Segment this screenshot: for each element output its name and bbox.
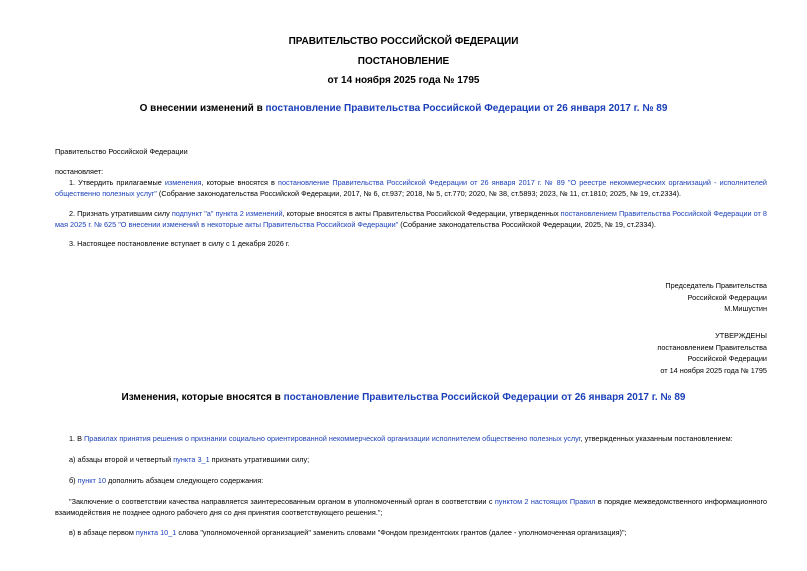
title-prefix: О внесении изменений в [139, 103, 266, 114]
item-2 [55, 208, 767, 230]
changes-title-link[interactable]: постановление Правительства Российской Федерации от 26 января 2017 г. № 89 [283, 392, 686, 403]
approval-block [657, 330, 767, 376]
item-2-link-decree[interactable]: постановлением Правительства Российской Федерации от 8 мая 2025 г. № 625 "О внесении изменений в некоторые акты Правительства Российской Федерации" [55, 209, 767, 229]
item-2-text-b: , которые вносятся в акты Правительства Российской Федерации, утвержденных [282, 209, 561, 218]
government-heading: ПРАВИТЕЛЬСТВО РОССИЙСКОЙ ФЕДЕРАЦИИ [288, 36, 519, 47]
doc-type-heading: ПОСТАНОВЛЕНИЕ [357, 56, 450, 67]
change-1-text-b: , утвержденных указанным постановлением: [580, 434, 733, 443]
item-2-text-a: 2. Признать утратившим силу [69, 209, 172, 218]
changes-title [0, 392, 807, 403]
item-2-link-subclause[interactable]: подпункт "а" пункта 2 изменений [171, 209, 283, 218]
change-b [55, 475, 767, 486]
change-1 [55, 433, 767, 444]
change-a [55, 454, 767, 465]
change-1-link-rules[interactable]: Правилах принятия решения о признании социально ориентированной некоммерческой организации исполнителем общественно полезных услуг [84, 434, 581, 443]
item-3: 3. Настоящее постановление вступает в силу с 1 декабря 2026 г. [69, 239, 290, 248]
change-v-text-b: слова "уполномоченной организацией" заменить словами "Фондом президентских грантов (далее - уполномоченная организация)"; [176, 528, 627, 537]
signature-block [665, 280, 767, 315]
document-title [0, 103, 807, 114]
change-a-link[interactable]: пункта 3_1 [173, 455, 210, 464]
title-link[interactable]: постановление Правительства Российской Федерации от 26 января 2017 г. № 89 [265, 103, 668, 114]
signature-name: М.Мишустин [724, 304, 767, 313]
change-a-text-b: признать утратившими силу; [209, 455, 310, 464]
change-a-text-a: а) абзацы второй и четвертый [69, 455, 174, 464]
change-v-text-a: в) в абзаце первом [69, 528, 136, 537]
quote-link[interactable]: пунктом 2 настоящих Правил [494, 497, 596, 506]
quote-text-b: в порядке межведомственного информационного взаимодействия не позднее одного рабочего дня со дня принятия соответствующего решения."; [55, 497, 768, 517]
item-2-text-c: (Собрание законодательства Российской Федерации, 2025, № 19, ст.2334). [398, 220, 656, 229]
change-v [55, 527, 767, 538]
change-v-link[interactable]: пункта 10_1 [135, 528, 177, 537]
approval-line-3: Российской Федерации [687, 354, 767, 363]
change-b-link[interactable]: пункт 10 [77, 476, 107, 485]
approval-line-2: постановлением Правительства [657, 342, 767, 352]
changes-title-prefix: Изменения, которые вносятся в [121, 392, 284, 403]
approval-line-1: УТВЕРЖДЕНЫ [715, 331, 767, 340]
item-1-link-decree[interactable]: постановление Правительства Российской Федерации от 26 января 2017 г. № 89 "О реестре некоммерческих организаций - исполнителей общественно полезных услуг" [55, 178, 767, 198]
change-1-text-a: 1. В [69, 434, 85, 443]
change-b-text-b: дополнить абзацем следующего содержания: [106, 476, 264, 485]
change-b-text-a: б) [69, 476, 78, 485]
signature-line-1: Председатель Правительства [665, 281, 767, 290]
quote-paragraph [55, 496, 767, 518]
signature-line-2: Российской Федерации [687, 292, 767, 302]
item-1-text-b: , которые вносятся в [201, 178, 279, 187]
item-1 [55, 177, 767, 199]
quote-text-a: "Заключение о соответствии качества направляется заинтересованным органом в уполномоченный орган в соответствии с [69, 497, 495, 506]
doc-date-number: от 14 ноября 2025 года № 1795 [327, 75, 480, 86]
item-1-text-a: 1. Утвердить прилагаемые [69, 178, 165, 187]
item-1-text-c: (Собрание законодательства Российской Федерации, 2017, № 6, ст.937; 2018, № 5, ст.770; 2020, № 38, ст.5893; 2023, № 11, ст.1810; 2025, № 19, ст.2334). [156, 189, 682, 198]
intro-subject: Правительство Российской Федерации [55, 147, 188, 156]
item-1-link-changes[interactable]: изменения [164, 178, 202, 187]
intro-verb: постановляет: [55, 167, 104, 176]
approval-line-4: от 14 ноября 2025 года № 1795 [660, 365, 767, 375]
